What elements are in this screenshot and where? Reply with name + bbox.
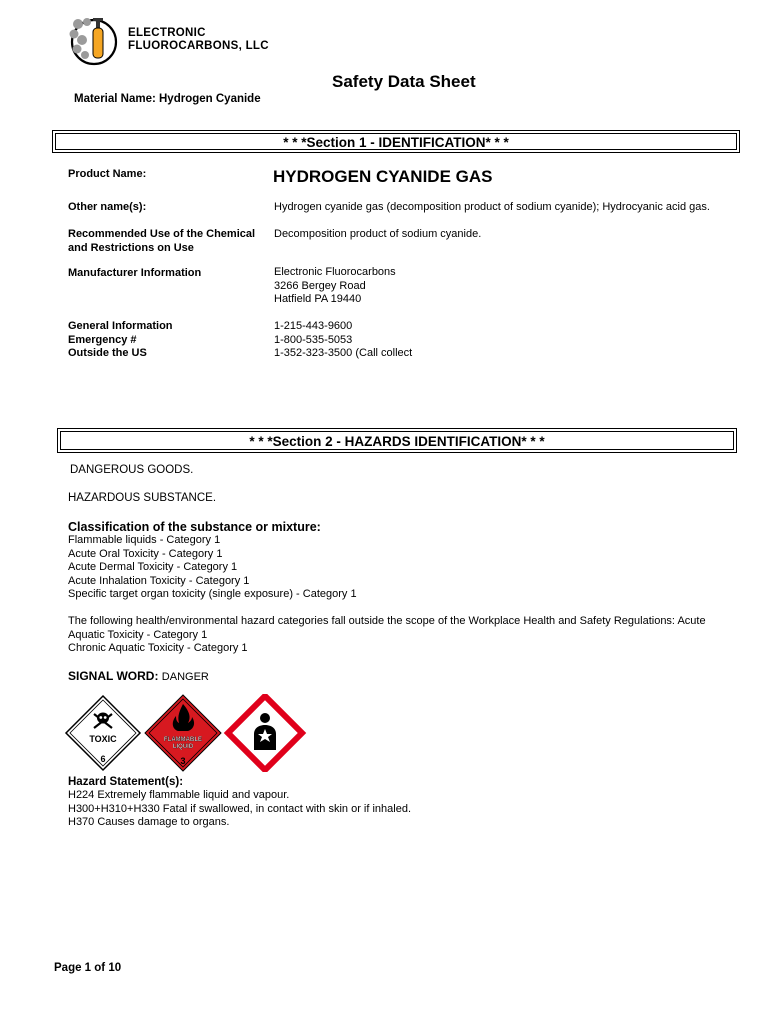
hazardous-substance: HAZARDOUS SUBSTANCE.	[68, 492, 217, 504]
classification-item: Acute Inhalation Toxicity - Category 1	[68, 574, 250, 587]
general-information-label: General Information	[68, 320, 173, 332]
manufacturer-line: Electronic Fluorocarbons	[274, 266, 396, 278]
recommended-use-label-line2: and Restrictions on Use	[68, 241, 194, 254]
page-number: Page 1 of 10	[54, 962, 122, 974]
product-name-label: Product Name:	[68, 168, 147, 180]
manufacturer-line: Hatfield PA 19440	[274, 293, 362, 305]
toxic-label: TOXIC	[89, 734, 117, 744]
outside-scope-text	[68, 615, 706, 656]
contact-labels	[68, 320, 173, 361]
signal-word-value: DANGER	[161, 671, 209, 683]
flammable-label-line2: LIQUID	[172, 744, 194, 750]
company-name-line1: ELECTRONIC	[128, 27, 206, 39]
recommended-use-label-line1: Recommended Use of the Chemical	[68, 228, 256, 240]
hazard-pictograms	[60, 694, 310, 772]
outside-scope-line: Chronic Aquatic Toxicity - Category 1	[68, 642, 248, 654]
flammable-class: 3	[180, 756, 186, 766]
section2-heading: * * *Section 2 - HAZARDS IDENTIFICATION* * *	[57, 428, 737, 453]
emergency-phone: 1-800-535-5053	[274, 333, 353, 346]
signal-word	[68, 669, 209, 683]
recommended-use-value: Decomposition product of sodium cyanide.	[274, 228, 482, 240]
manufacturer-label: Manufacturer Information	[68, 267, 202, 279]
company-name	[128, 27, 269, 53]
outside-us-label: Outside the US	[68, 347, 147, 359]
hazard-statement: H370 Causes damage to organs.	[68, 816, 230, 828]
hazard-statements-heading: Hazard Statement(s):	[68, 776, 184, 788]
document-title: Safety Data Sheet	[332, 72, 476, 91]
other-names-label: Other name(s):	[68, 201, 147, 213]
company-logo	[64, 14, 124, 66]
recommended-use-label	[68, 228, 255, 255]
manufacturer-line: 3266 Bergey Road	[274, 279, 366, 292]
contact-values	[274, 320, 412, 361]
material-name: Material Name: Hydrogen Cyanide	[74, 93, 261, 105]
classification-item: Acute Oral Toxicity - Category 1	[68, 547, 223, 560]
classification-item: Flammable liquids - Category 1	[68, 534, 221, 546]
company-name-line2: FLUOROCARBONS, LLC	[128, 40, 269, 52]
emergency-label: Emergency #	[68, 333, 137, 346]
hazard-statement: H300+H310+H330 Fatal if swallowed, in contact with skin or if inhaled.	[68, 802, 412, 815]
classification-list	[68, 534, 357, 602]
outside-scope-line: The following health/environmental hazard categories fall outside the scope of the Workplace Health and Safety Regulations: Acute	[68, 615, 706, 627]
health-hazard-pictogram	[228, 696, 302, 770]
toxic-class: 6	[100, 754, 106, 764]
section1-heading: * * *Section 1 - IDENTIFICATION* * *	[52, 130, 740, 153]
dangerous-goods: DANGEROUS GOODS.	[70, 464, 194, 476]
classification-item: Acute Dermal Toxicity - Category 1	[68, 561, 238, 573]
outside-us-phone: 1-352-323-3500 (Call collect	[274, 347, 413, 359]
outside-scope-line: Aquatic Toxicity - Category 1	[68, 628, 208, 641]
other-names-value: Hydrogen cyanide gas (decomposition product of sodium cyanide); Hydrocyanic acid gas.	[274, 201, 710, 213]
signal-word-label: SIGNAL WORD:	[68, 669, 159, 683]
classification-heading: Classification of the substance or mixture:	[68, 520, 321, 534]
product-name-value: HYDROGEN CYANIDE GAS	[273, 167, 493, 186]
manufacturer-address	[274, 266, 396, 307]
toxic-pictogram	[66, 696, 140, 770]
hazard-statement: H224 Extremely flammable liquid and vapour.	[68, 789, 290, 801]
general-information-phone: 1-215-443-9600	[274, 320, 353, 332]
classification-item: Specific target organ toxicity (single exposure) - Category 1	[68, 588, 357, 600]
flammable-label-line1: FLAMMABLE	[164, 737, 202, 743]
hazard-statements-list	[68, 789, 411, 830]
flammable-liquid-pictogram	[145, 695, 221, 771]
